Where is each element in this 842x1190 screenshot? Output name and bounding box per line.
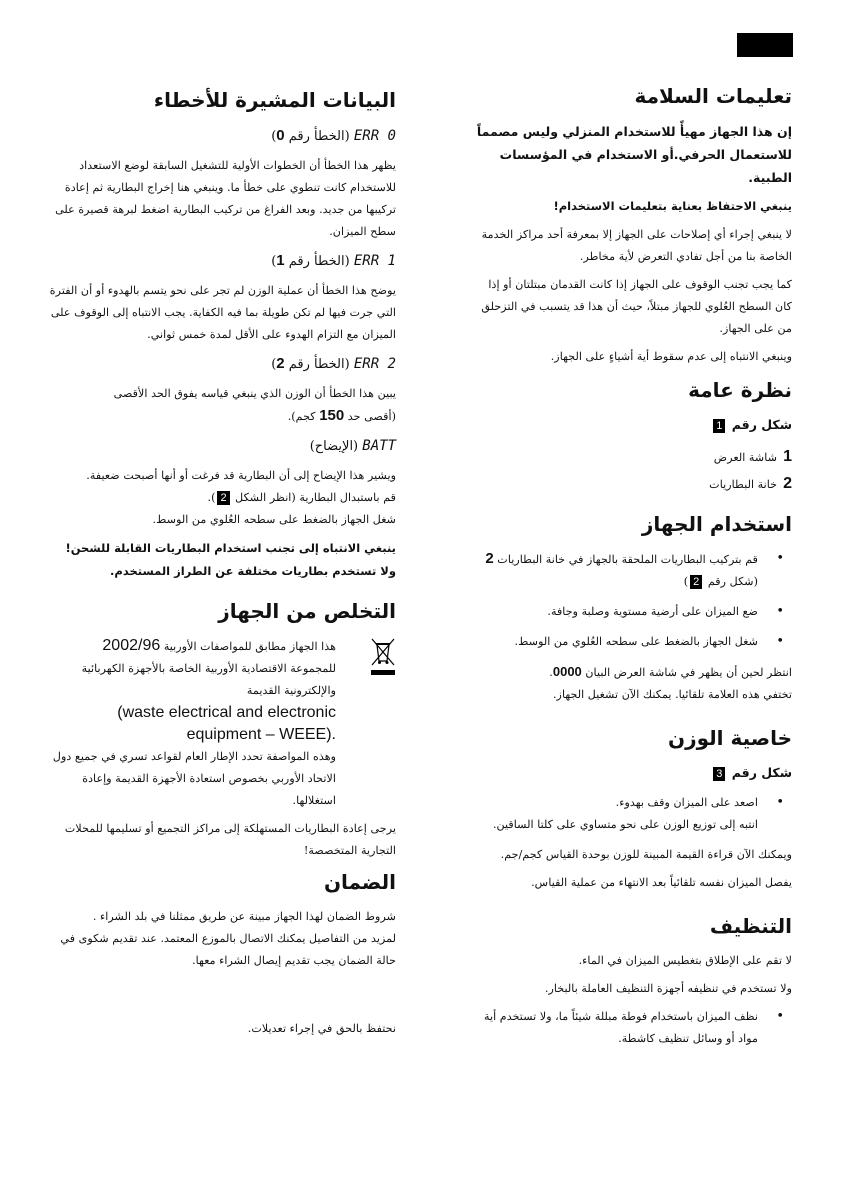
replace-text: قم باستبدال البطارية (انظر الشكل	[235, 491, 396, 504]
figure-number-badge: 1	[713, 419, 725, 433]
figure-number-badge: 2	[690, 575, 702, 589]
weee-directive	[46, 635, 336, 702]
error-description: يظهر هذا الخطأ أن الخطوات الأولية للتشغيل السابقة لوضع الاستعداد للاستخدام كانت تنطوي على خطأ ما. وينبغي هنا إخراج البطارية ثم إعادة تركيبها من جديد. وبعد الفراغ من تركيب البطارية اضغط لبرهة قصيرة على سطح الميزان.	[55, 159, 396, 238]
warranty-text: لمزيد من التفاصيل يمكنك الاتصال بالموزع المعتمد. عند تقديم شكوى في حالة الضمان يجب تقديم إيصال الشراء معها.	[60, 932, 396, 967]
overview-item	[470, 444, 792, 471]
display-value: 0000	[552, 664, 582, 679]
directive-number: 2002/96	[102, 637, 161, 654]
batt-description: ويشير هذا الإيضاح إلى أن البطارية قد فرغت أو أنها أصبحت ضعيفة.	[86, 469, 396, 482]
wait-text-end: .	[549, 666, 553, 679]
cleaning-section	[470, 912, 792, 1050]
battery-return-notice: يرجى إعادة البطاريات المستهلكة إلى مراكز التجميع أو تسليمها للمحلات التجارية المتخصصة!	[64, 822, 396, 857]
weighing-step	[470, 792, 792, 836]
figure-label: شكل رقم	[731, 765, 792, 780]
error-code: ERR 0	[353, 128, 396, 144]
error-close: )	[271, 254, 277, 269]
limit-suffix: كجم).	[287, 410, 316, 423]
replace-suffix: ).	[207, 491, 216, 504]
usage-steps	[470, 548, 792, 653]
disposal-section	[46, 597, 396, 862]
warranty-section	[46, 868, 396, 1040]
batt-label: (الإيضاح)	[309, 439, 359, 454]
overview-section	[470, 376, 792, 498]
usage-step	[470, 548, 792, 593]
error-close: )	[271, 357, 277, 372]
error-number: 0	[276, 127, 285, 144]
item-number: 2	[783, 475, 792, 492]
safety-title: تعليمات السلامة	[634, 84, 792, 108]
batt-replace	[46, 487, 396, 509]
figure-number-badge: 3	[713, 767, 725, 781]
weee-english-line: waste electrical and electronic)	[117, 704, 336, 721]
figure-label: شكل رقم	[731, 417, 792, 432]
step-note: انتبه إلى توزيع الوزن على نحو متساوي على كلتا الساقين.	[492, 818, 758, 831]
weighing-title: خاصية الوزن	[668, 726, 792, 750]
item-label: شاشة العرض	[713, 451, 778, 464]
warranty-text: شروط الضمان لهذا الجهاز مبينة عن طريق ممثلنا في بلد الشراء .	[92, 910, 396, 923]
directive-text: للمجموعة الاقتصادية الأوربية الخاصة بالأجهزة الكهربائية والإلكترونية القديمة	[81, 662, 336, 697]
error-heading	[46, 124, 396, 149]
step-text: اصعد على الميزان وقف بهدوء.	[615, 796, 758, 809]
safety-lead: إن هذا الجهاز مهيأً للاستخدام المنزلي وليس مصمماً للاستعمال الحرفي.أو الاستخدام في المؤسسات الطبية.	[476, 124, 792, 185]
modifications-notice: نحتفظ بالحق في إجراء تعديلات.	[247, 1022, 396, 1035]
cleaning-step: • نظف الميزان باستخدام فوطة مبللة شيئاً ما، ولا تستخدم أية مواد أو وسائل تنظيف كاشطة.	[470, 1006, 792, 1050]
weighing-paragraph: ويمكنك الآن قراءة القيمة المبينة للوزن بوحدة القياس كجم/جم.	[500, 848, 792, 861]
figure-number-badge: 2	[217, 491, 229, 505]
usage-section	[470, 510, 792, 706]
disposal-title: التخلص من الجهاز	[218, 599, 396, 623]
crossed-out-bin-icon	[370, 637, 396, 677]
cleaning-paragraph: لا تقم على الإطلاق بتغطيس الميزان في الماء.	[578, 954, 792, 967]
error-heading	[46, 249, 396, 274]
usage-step: • شغل الجهاز بالضغط على سطحه العُلوي من الوسط.	[470, 631, 792, 653]
overview-item	[470, 471, 792, 498]
weighing-steps	[470, 792, 792, 836]
limit-prefix: (أقصى حد	[347, 410, 396, 423]
overview-title: نظرة عامة	[688, 378, 792, 402]
page-marker-tab	[737, 33, 793, 57]
weee-framework: وهذه المواصفة تحدد الإطار العام لقواعد تسري في جميع دول الاتحاد الأوربي بخصوص استعادة الأجهزة القديمة وإعادة استغلالها.	[52, 750, 336, 807]
weighing-paragraph: يفصل الميزان نفسه تلقائياً بعد الانتهاء من عملية القياس.	[531, 876, 792, 889]
warranty-title: الضمان	[323, 870, 396, 894]
usage-title: استخدام الجهاز	[641, 512, 792, 536]
error-heading	[46, 352, 396, 377]
rechargeable-warning: ينبغي الانتباه إلى تجنب استخدام البطاريات القابلة للشحن! ولا تستخدم بطاريات مختلفة عن الطراز المستخدم.	[65, 541, 396, 578]
error-label: (الخطأ رقم	[288, 129, 350, 144]
keep-instructions-notice: ينبغي الاحتفاظ بعناية بتعليمات الاستخدام!	[553, 199, 792, 213]
cleaning-title: التنظيف	[709, 914, 792, 938]
error-label: (الخطأ رقم	[288, 357, 350, 372]
weee-english-line: .(equipment – WEEE	[186, 726, 336, 743]
error-text: يبين هذا الخطأ أن الوزن الذي ينبغي قياسه يفوق الحد الأقصى	[113, 387, 396, 400]
batt-code: BATT	[362, 438, 396, 454]
item-label: خانة البطاريات	[709, 478, 778, 491]
error-code: ERR 2	[353, 356, 396, 372]
errors-section	[46, 86, 396, 583]
error-label: (الخطأ رقم	[288, 254, 350, 269]
safety-paragraph: لا ينبغي إجراء أي إصلاحات على الجهاز إلا بمعرفة أحد مراكز الخدمة الخاصة بنا من أجل تفادي التعرض لأية مخاطر.	[481, 228, 792, 263]
wait-instruction	[470, 661, 792, 684]
usage-step: • ضع الميزان على أرضية مستوية وصلبة وجافة.	[470, 601, 792, 623]
spacer	[46, 978, 396, 1018]
figure-reference	[470, 414, 792, 436]
errors-title: البيانات المشيرة للأخطاء	[153, 88, 396, 112]
batt-heading	[46, 434, 396, 459]
cleaning-paragraph: ولا تستخدم في تنظيفه أجهزة التنظيف العاملة بالبخار.	[544, 982, 792, 995]
error-description	[46, 383, 396, 428]
figure-reference	[470, 762, 792, 784]
figure-prefix: (شكل رقم	[707, 575, 758, 588]
wait-text: انتظر لحين أن يظهر في شاشة العرض البيان	[585, 666, 792, 679]
item-number: 1	[783, 448, 792, 465]
safety-section	[470, 82, 792, 368]
batt-switch-on: شغل الجهاز بالضغط على سطحه العُلوي من الوسط.	[152, 513, 396, 526]
figure-suffix: )	[683, 575, 689, 588]
error-description: يوضح هذا الخطأ أن عملية الوزن لم تجر على نحو يتسم بالهدوء أو أن الفترة التي جرت فيها لم تكن طويلة بما فيه الكفاية. يجب الانتباه إلى الوقوف على الميزان مع التزام الهدوء على الأقل لمدة خمس ثواني.	[49, 284, 396, 341]
max-weight-value: 150	[319, 407, 345, 424]
auto-disappear-text: تختفي هذه العلامة تلقائيا. يمكنك الآن تشغيل الجهاز.	[552, 688, 792, 701]
left-column	[46, 86, 396, 1046]
error-code: ERR 1	[353, 253, 396, 269]
cleaning-steps	[470, 1006, 792, 1050]
battery-compartment-number: 2	[485, 550, 494, 567]
error-number: 1	[276, 252, 285, 269]
error-close: )	[271, 129, 277, 144]
error-number: 2	[276, 355, 285, 372]
safety-paragraph: كما يجب تجنب الوقوف على الجهاز إذا كانت القدمان مبتلتان أو إذا كان السطح العُلوي للجهاز مبتلاً، حيث أن هذا قد يتسبب في التزحلق من على الجهاز.	[481, 278, 792, 335]
weee-block	[46, 635, 396, 812]
directive-prefix: هذا الجهاز مطابق للمواصفات الأوربية	[163, 640, 336, 653]
step-text: قم بتركيب البطاريات الملحقة بالجهاز في خانة البطاريات	[497, 553, 758, 566]
right-column	[470, 82, 792, 1058]
safety-paragraph: وينبغي الانتباه إلى عدم سقوط أية أشياءٍ على الجهاز.	[550, 350, 792, 363]
weighing-section	[470, 724, 792, 894]
